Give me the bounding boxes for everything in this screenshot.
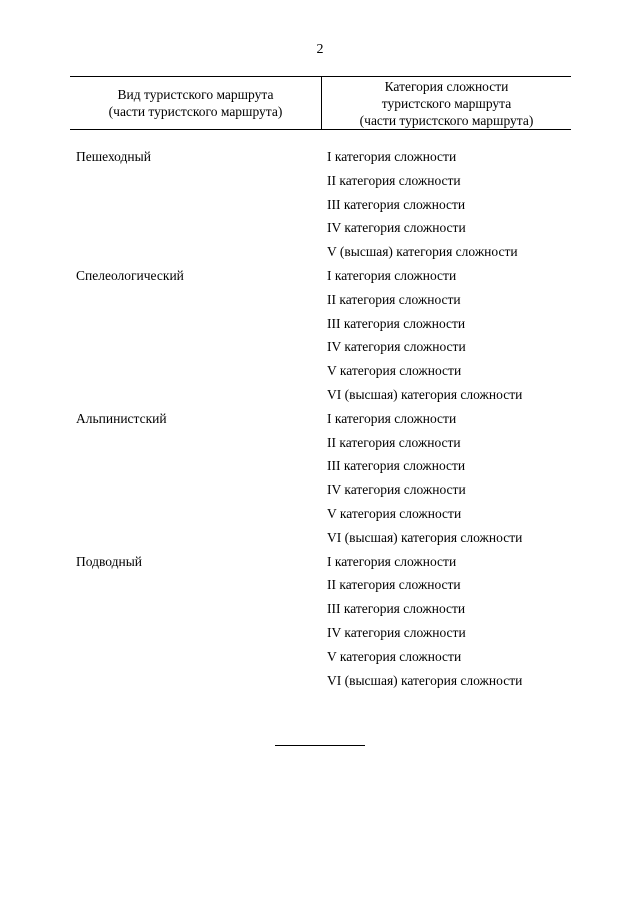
header-difficulty-category-line: Категория сложности: [384, 79, 509, 94]
difficulty-category-cell: III категория сложности: [327, 458, 466, 474]
table-row: [0, 335, 640, 359]
difficulty-category-cell: IV категория сложности: [327, 220, 466, 236]
table-row: [0, 454, 640, 478]
difficulty-category-cell: IV категория сложности: [327, 624, 466, 640]
header-route-type-line: Вид туристского маршрута: [117, 87, 274, 102]
header-route-type: [70, 86, 321, 120]
difficulty-category-cell: III категория сложности: [327, 196, 466, 212]
route-type-cell: Подводный: [76, 553, 143, 569]
table-row: [0, 145, 640, 169]
table-row: [0, 645, 640, 669]
table-row: [0, 502, 640, 526]
table-row: [0, 216, 640, 240]
header-route-type-line: (части туристского маршрута): [108, 104, 283, 119]
difficulty-category-cell: VI (высшая) категория сложности: [327, 529, 523, 545]
route-type-cell: Спелеологический: [76, 267, 184, 283]
table-row: [0, 478, 640, 502]
difficulty-category-cell: II категория сложности: [327, 434, 461, 450]
table-row: [0, 431, 640, 455]
table-row: [0, 669, 640, 693]
difficulty-category-cell: IV категория сложности: [327, 339, 466, 355]
table-row: [0, 383, 640, 407]
table-row: [0, 621, 640, 645]
difficulty-category-cell: VI (высшая) категория сложности: [327, 672, 523, 688]
difficulty-category-cell: II категория сложности: [327, 291, 461, 307]
header-difficulty-category-line: туристского маршрута: [381, 96, 512, 111]
difficulty-category-cell: IV категория сложности: [327, 482, 466, 498]
table-row: [0, 240, 640, 264]
difficulty-category-cell: I категория сложности: [327, 149, 457, 164]
difficulty-category-cell: I категория сложности: [327, 410, 457, 426]
table-row: [0, 597, 640, 621]
difficulty-category-cell: II категория сложности: [327, 172, 461, 188]
table-row: [0, 550, 640, 574]
route-type-cell: Альпинистский: [76, 410, 167, 426]
difficulty-category-cell: V категория сложности: [327, 505, 462, 521]
page-number: 2: [316, 42, 324, 57]
difficulty-category-cell: VI (высшая) категория сложности: [327, 386, 523, 402]
end-of-document-rule: [275, 745, 365, 746]
table-row: [0, 288, 640, 312]
route-type-cell: Пешеходный: [76, 149, 151, 164]
table-row: [0, 526, 640, 550]
difficulty-category-cell: V категория сложности: [327, 648, 462, 664]
table-row: [0, 573, 640, 597]
table-row: [0, 407, 640, 431]
table-row: [0, 359, 640, 383]
header-difficulty-category-line: (части туристского маршрута): [359, 113, 534, 128]
table-row: [0, 312, 640, 336]
difficulty-category-cell: I категория сложности: [327, 267, 457, 283]
table-row: [0, 169, 640, 193]
table-row: [0, 264, 640, 288]
header-difficulty-category: [322, 78, 571, 129]
difficulty-category-cell: V категория сложности: [327, 363, 462, 379]
difficulty-category-cell: II категория сложности: [327, 577, 461, 593]
difficulty-category-cell: V (высшая) категория сложности: [327, 244, 518, 260]
table-header: [70, 76, 571, 130]
table-row: [0, 193, 640, 217]
difficulty-category-cell: I категория сложности: [327, 553, 457, 569]
difficulty-category-cell: III категория сложности: [327, 601, 466, 617]
table-body: [0, 145, 640, 692]
difficulty-category-cell: III категория сложности: [327, 315, 466, 331]
